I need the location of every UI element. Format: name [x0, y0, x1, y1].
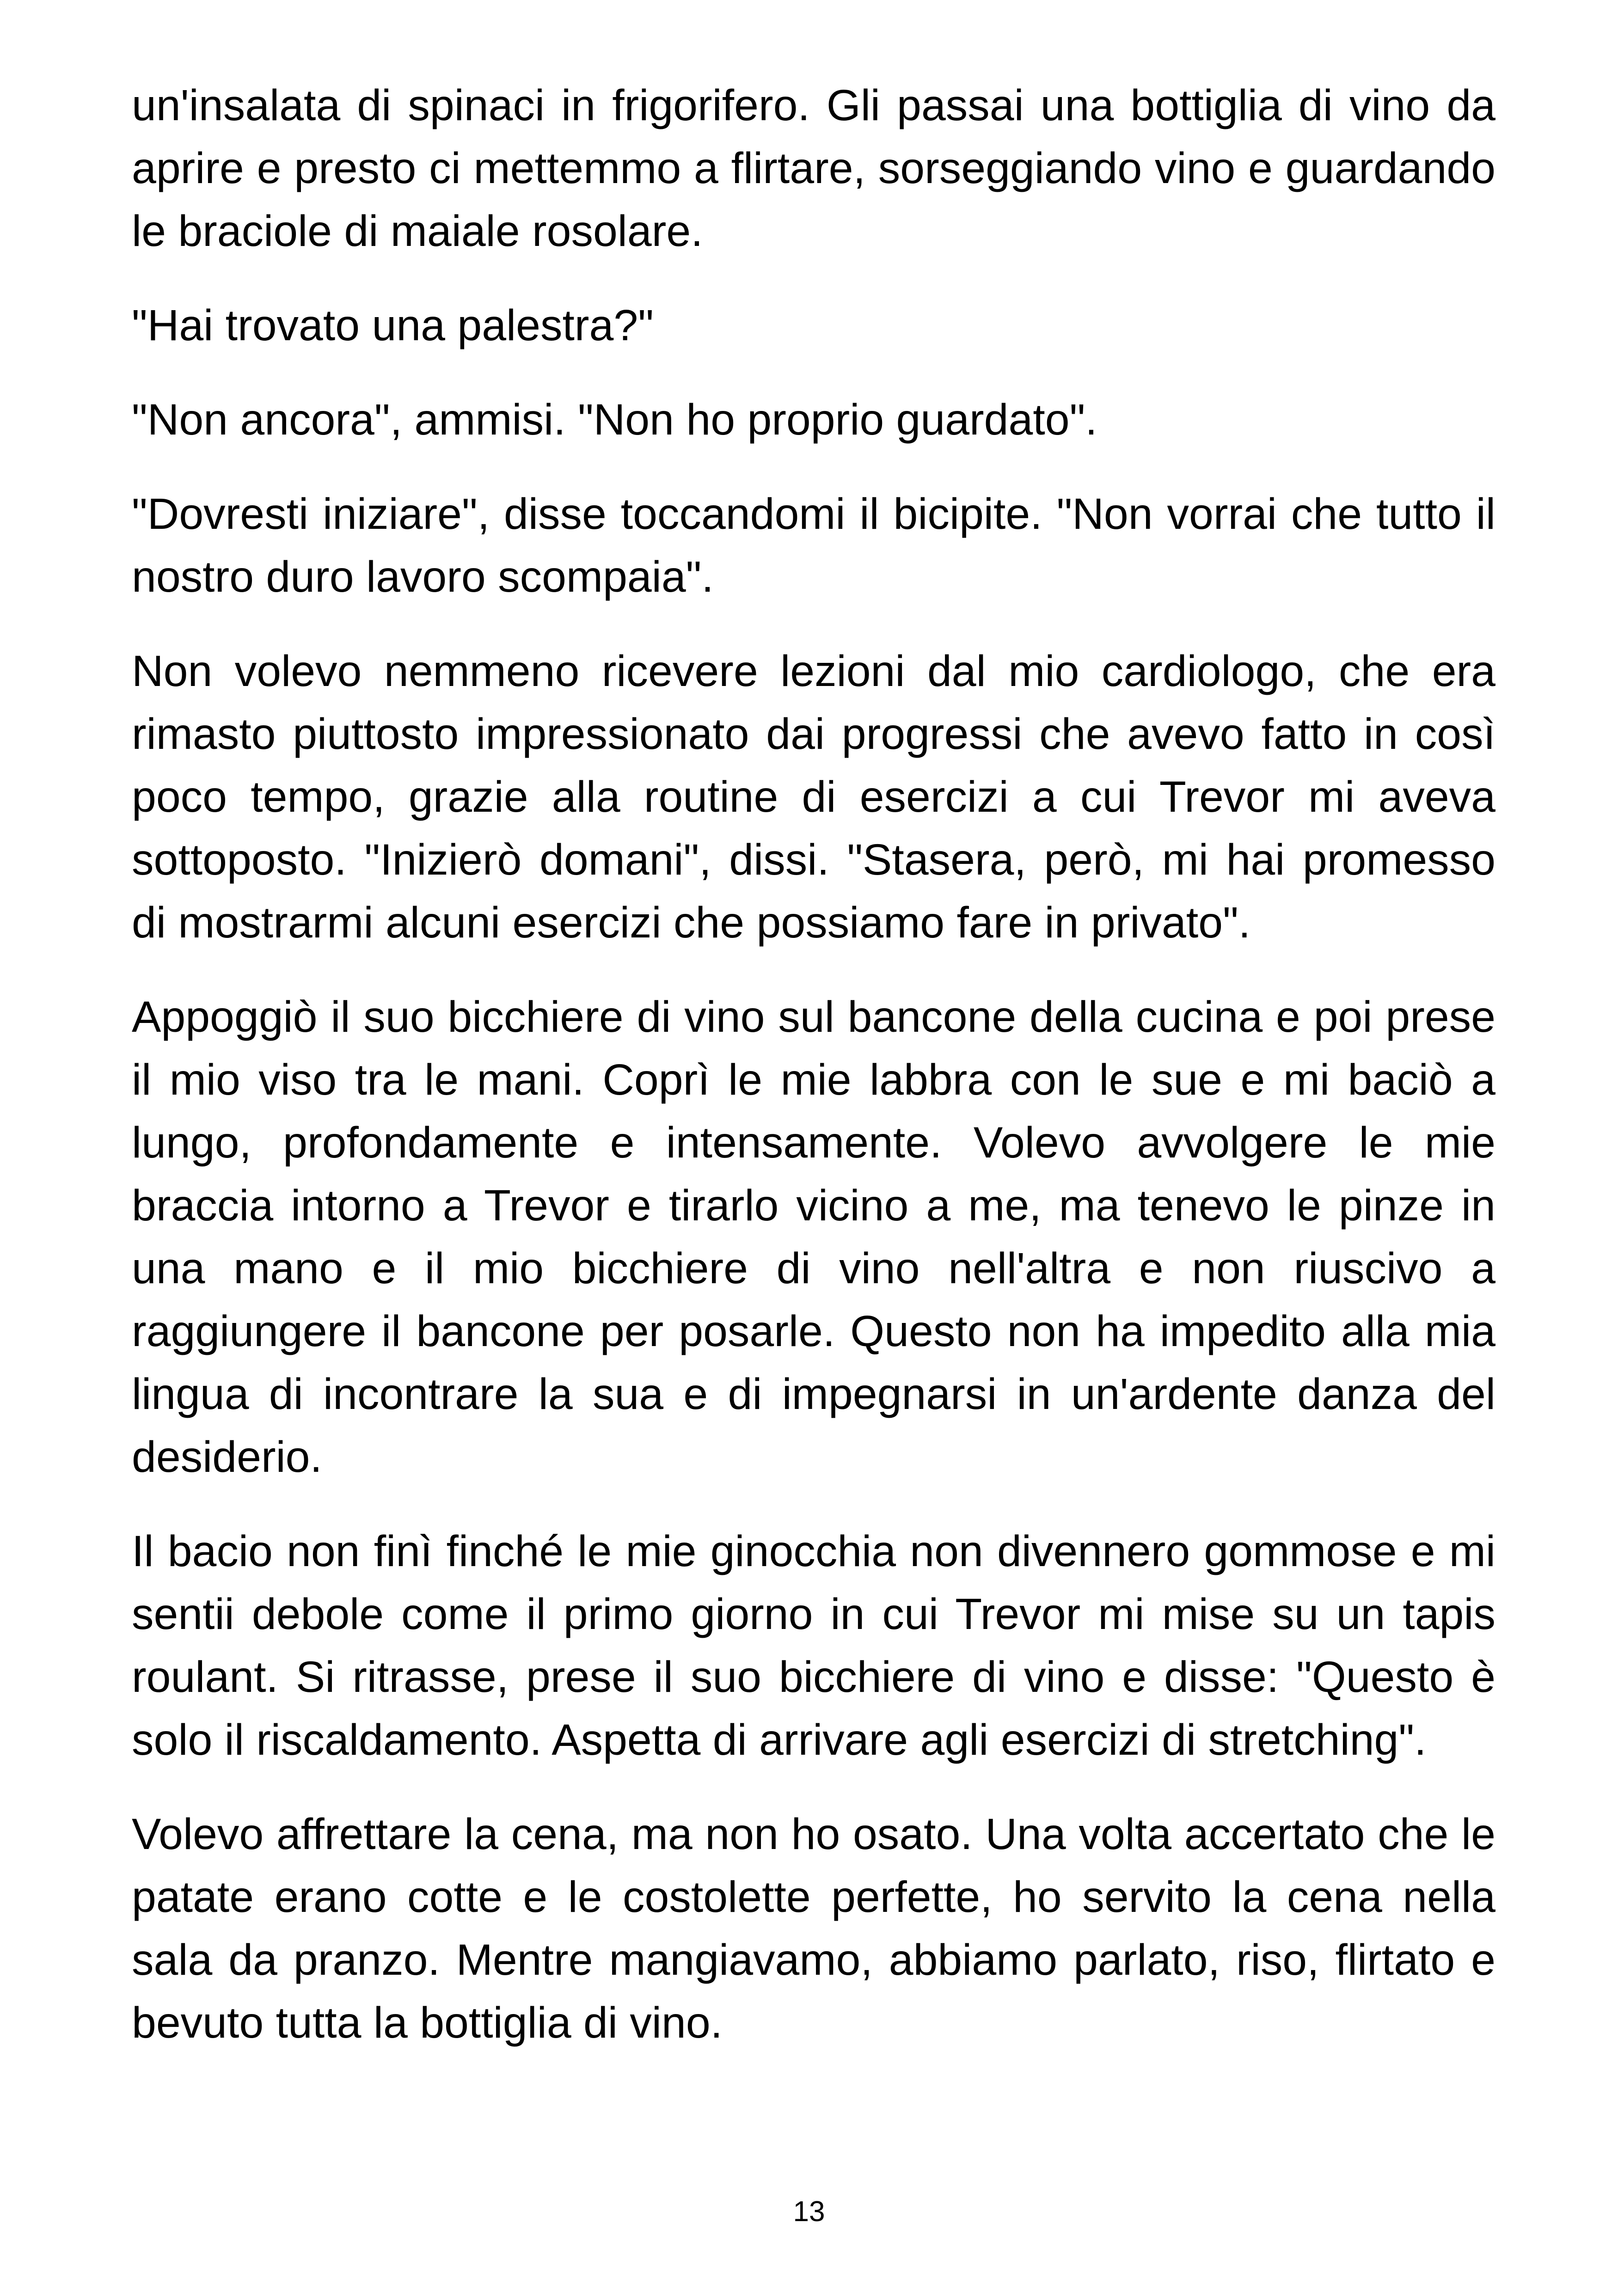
paragraph: "Hai trovato una palestra?" — [132, 301, 654, 350]
paragraph: "Non ancora", ammisi. "Non ho proprio guardato". — [132, 395, 1097, 444]
paragraph: un'insalata di spinaci in frigorifero. Gli passai una bottiglia di vino da aprire e presto ci mettemmo a flirtare, sorseggiando vino e guardando le braciole di maiale rosolare. — [132, 81, 1495, 256]
paragraph: Il bacio non finì finché le mie ginocchia non divennero gommose e mi sentii debole come il primo giorno in cui Trevor mi mise su un tapis roulant. Si ritrasse, prese il suo bicchiere di vino e disse: "Questo è solo il riscaldamento. Aspetta di arrivare agli esercizi di stretching". — [132, 1527, 1495, 1764]
paragraph: Non volevo nemmeno ricevere lezioni dal mio cardiologo, che era rimasto piuttosto impressionato dai progressi che avevo fatto in così poco tempo, grazie alla routine di esercizi a cui Trevor mi aveva sottoposto. "Inizierò domani", dissi. "Stasera, però, mi hai promesso di mostrarmi alcuni esercizi che possiamo fare in privato". — [132, 647, 1495, 947]
paragraph: Volevo affrettare la cena, ma non ho osato. Una volta accertato che le patate erano cotte e le costolette perfette, ho servito la cena nella sala da pranzo. Mentre mangiavamo, abbiamo parlato, riso, flirtato e bevuto tutta la bottiglia di vino. — [132, 1810, 1495, 2047]
paragraph: "Dovresti iniziare", disse toccandomi il bicipite. "Non vorrai che tutto il nostro duro lavoro scompaia". — [132, 490, 1495, 601]
paragraph: Appoggiò il suo bicchiere di vino sul bancone della cucina e poi prese il mio viso tra le mani. Coprì le mie labbra con le sue e mi baciò a lungo, profondamente e intensamente. Volevo avvolgere le mie braccia intorno a Trevor e tirarlo vicino a me, ma tenevo le pinze in una mano e il mio bicchiere di vino nell'altra e non riuscivo a raggiungere il bancone per posarle. Questo non ha impedito alla mia lingua di incontrare la sua e di impegnarsi in un'ardente danza del desiderio. — [132, 992, 1495, 1482]
page-number: 13 — [793, 2196, 825, 2228]
body-text — [132, 74, 1495, 2054]
